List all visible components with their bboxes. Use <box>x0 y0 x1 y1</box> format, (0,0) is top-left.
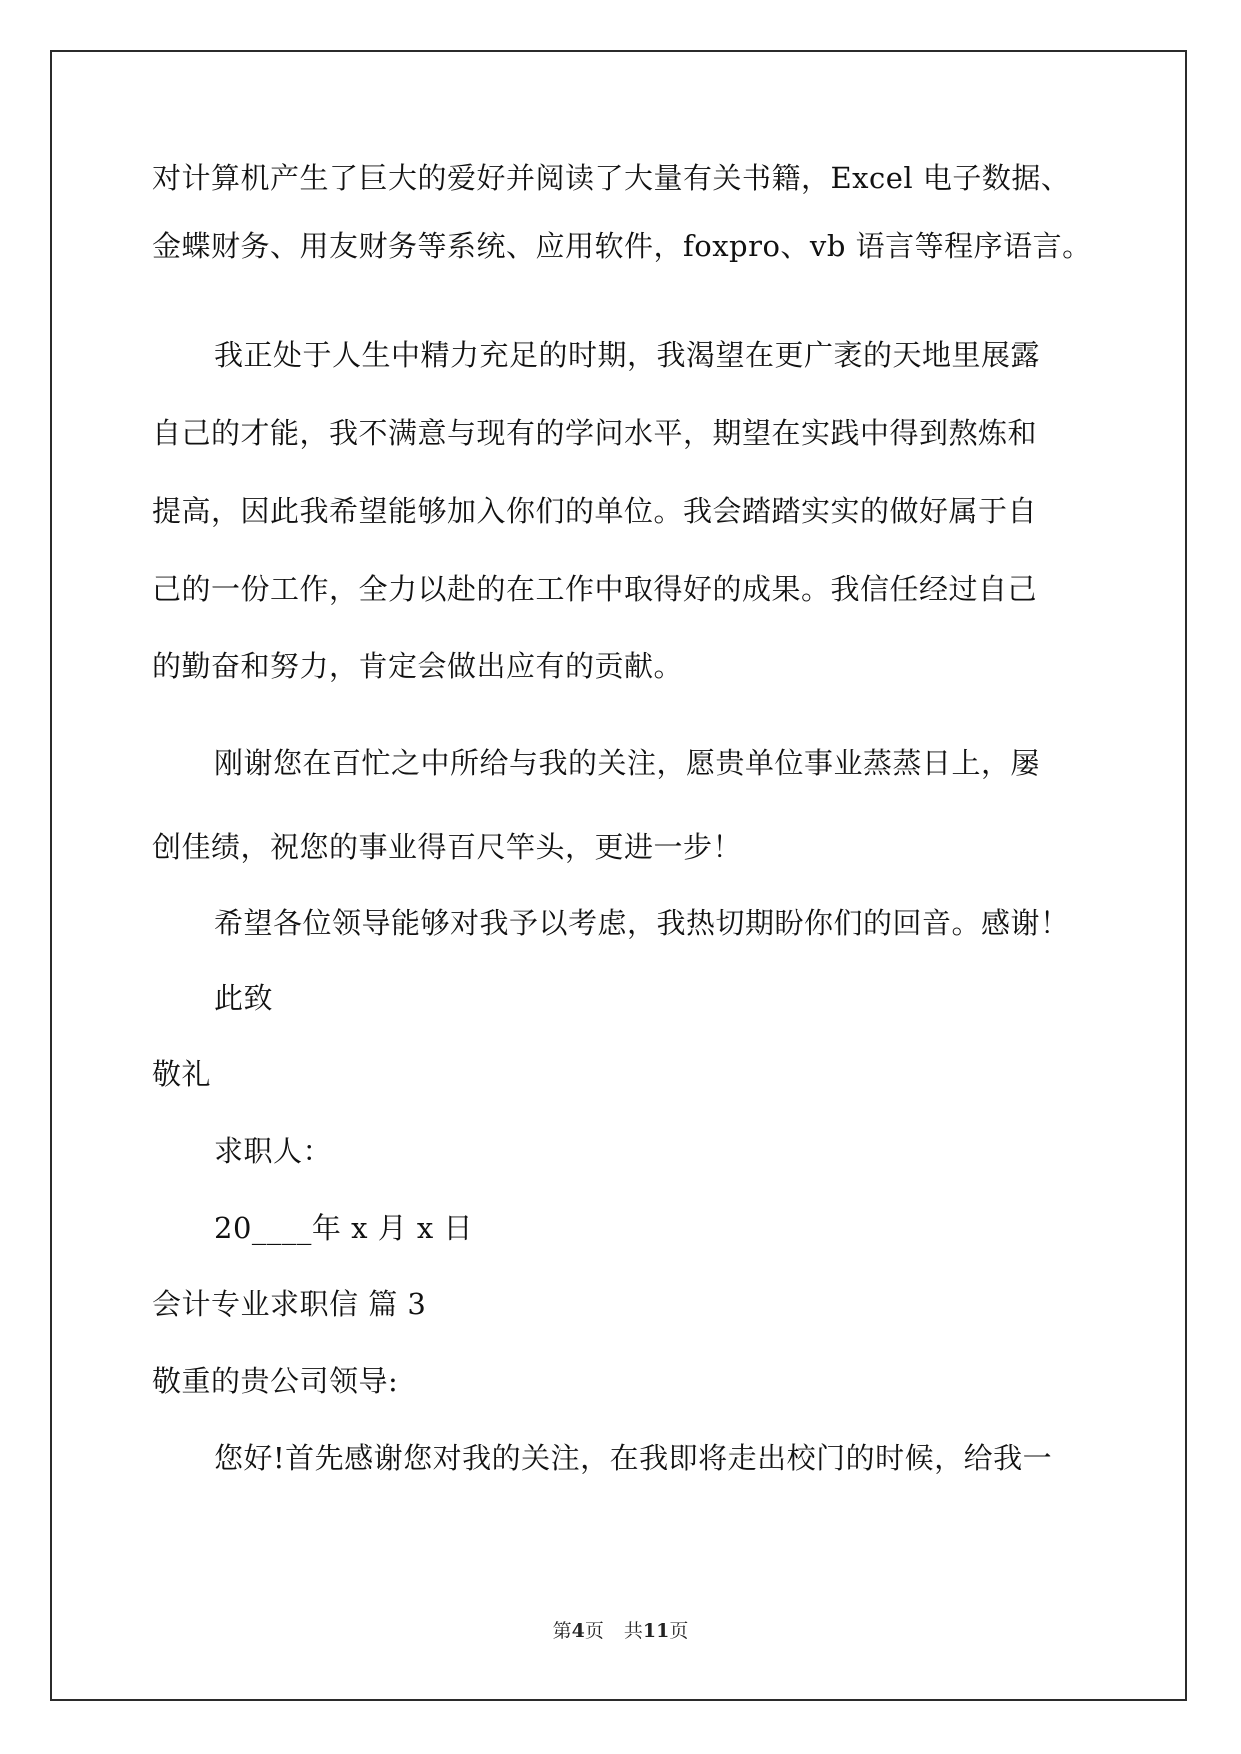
section-heading: 会计专业求职信 篇 3 <box>152 1287 427 1321</box>
body-line-5: 提高，因此我希望能够加入你们的单位。我会踏踏实实的做好属于自 <box>152 494 1038 528</box>
body-line-3: 我正处于人生中精力充足的时期，我渴望在更广袤的天地里展露 <box>214 338 1041 372</box>
total-suffix: 页 <box>669 1620 689 1642</box>
body-line-8: 刚谢您在百忙之中所给与我的关注，愿贵单位事业蒸蒸日上，屡 <box>214 746 1041 780</box>
body-line-9: 创佳绩，祝您的事业得百尺竿头，更进一步！ <box>152 830 743 864</box>
total-prefix: 共 <box>623 1620 643 1642</box>
body-line-2: 金蝶财务、用友财务等系统、应用软件，foxpro、vb 语言等程序语言。 <box>152 229 1092 263</box>
body-line-10: 希望各位领导能够对我予以考虑，我热切期盼你们的回音。感谢！ <box>214 906 1070 940</box>
page-mid: 页 <box>584 1620 604 1642</box>
applicant-label: 求职人： <box>214 1134 333 1168</box>
page-current: 4 <box>571 1620 585 1642</box>
page-footer <box>0 1619 1241 1643</box>
body-line-1: 对计算机产生了巨大的爱好并阅读了大量有关书籍，Excel 电子数据、 <box>152 161 1071 195</box>
body-line-11: 您好!首先感谢您对我的关注，在我即将走出校门的时候，给我一 <box>214 1441 1053 1475</box>
closing-salute: 敬礼 <box>152 1057 212 1091</box>
body-line-7: 的勤奋和努力，肯定会做出应有的贡献。 <box>152 649 684 683</box>
date-line: 20____年 x 月 x 日 <box>214 1211 473 1245</box>
closing-greeting: 此致 <box>214 981 274 1015</box>
body-line-6: 己的一份工作，全力以赴的在工作中取得好的成果。我信任经过自己 <box>152 572 1038 606</box>
salutation-line: 敬重的贵公司领导: <box>152 1364 399 1398</box>
body-line-4: 自己的才能，我不满意与现有的学问水平，期望在实践中得到熬炼和 <box>152 416 1038 450</box>
page-total: 11 <box>642 1620 670 1642</box>
page-prefix: 第 <box>552 1620 572 1642</box>
